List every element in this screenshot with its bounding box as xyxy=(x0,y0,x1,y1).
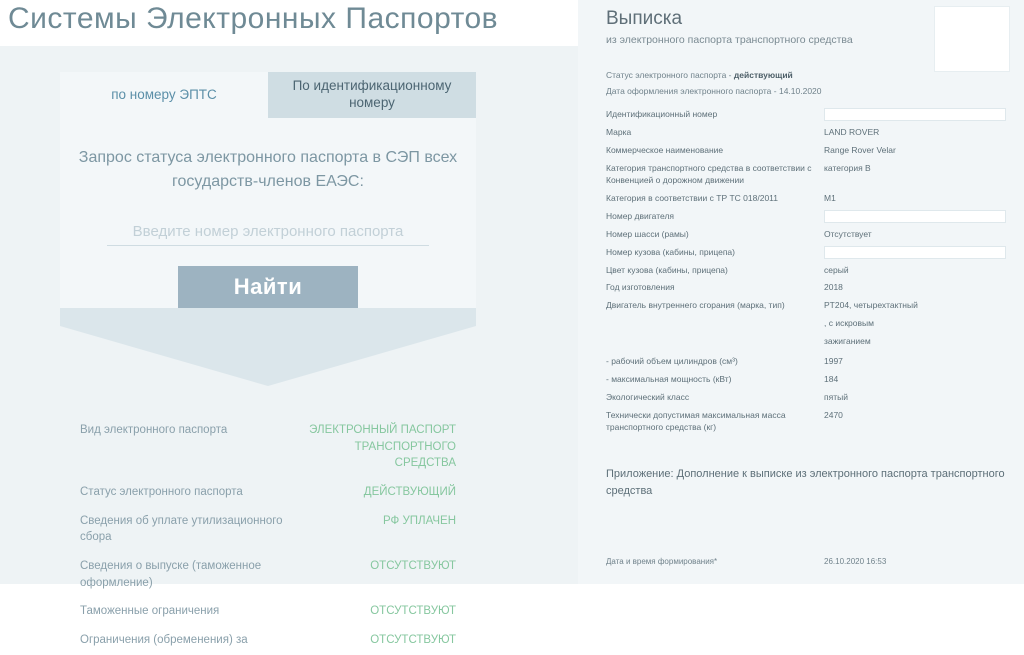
list-item xyxy=(60,478,476,507)
table-row xyxy=(606,228,1006,241)
list-item xyxy=(60,507,476,552)
list-item xyxy=(60,626,476,655)
field-value: M1 xyxy=(824,193,836,203)
field-label: Номер шасси (рамы) xyxy=(606,228,689,239)
result-value: ОТСУТСТВУЮТ xyxy=(370,560,456,573)
document-subtitle: из электронного паспорта транспортного средства xyxy=(606,34,853,46)
field-value: 2470 xyxy=(824,409,843,420)
stamp-placeholder xyxy=(934,6,1010,72)
field-value-blank xyxy=(824,246,1006,259)
field-label: Коммерческое наименование xyxy=(606,144,724,155)
field-value: категория B xyxy=(824,162,871,173)
chevron-decoration xyxy=(60,308,476,388)
field-value: PT204, четырехтактный xyxy=(824,300,918,310)
field-label: Экологический класс xyxy=(606,391,690,402)
result-label: Вид электронного паспорта xyxy=(80,424,228,436)
field-label: Номер кузова (кабины, прицепа) xyxy=(606,246,735,257)
document-meta xyxy=(606,68,822,99)
result-value: ОТСУТСТВУЮТ xyxy=(370,605,456,618)
eps-card xyxy=(0,46,578,647)
meta-status xyxy=(606,68,822,84)
table-row xyxy=(606,162,1006,188)
field-value-blank xyxy=(824,210,1006,223)
field-label: Двигатель внутреннего сгорания (марка, тип) xyxy=(606,300,785,310)
search-form xyxy=(60,118,476,308)
list-item xyxy=(60,416,476,478)
field-value: зажиганием xyxy=(824,335,871,346)
field-value: Отсутствует xyxy=(824,228,872,239)
table-row xyxy=(606,264,1006,277)
table-row xyxy=(606,335,1006,348)
tab-by-identification-number[interactable]: По идентификационному номеру xyxy=(268,72,476,118)
field-label: - рабочий объем цилиндров (см³) xyxy=(606,356,738,367)
result-value: РФ УПЛАЧЕН xyxy=(382,514,456,527)
document-preview-panel xyxy=(578,0,1024,584)
meta-status-label: Статус электронного паспорта - xyxy=(606,70,732,80)
field-value: пятый xyxy=(824,391,848,402)
table-row xyxy=(606,317,1006,330)
field-value-blank xyxy=(824,108,1006,121)
search-input[interactable] xyxy=(107,218,429,246)
result-label: Ограничения (обременения) за xyxy=(80,634,248,647)
meta-date-label: Дата оформления электронного паспорта - xyxy=(606,85,777,96)
form-heading: Запрос статуса электронного паспорта в СЭП всех государств-членов ЕАЭС: xyxy=(78,149,458,190)
table-row xyxy=(606,373,1006,386)
field-value: Range Rover Velar xyxy=(824,144,896,155)
list-item xyxy=(60,552,476,597)
result-value: ОТСУТСТВУЮТ xyxy=(370,634,456,647)
table-row xyxy=(606,281,1006,294)
table-row xyxy=(606,144,1006,157)
result-value: ДЕЙСТВУЮЩИЙ xyxy=(363,486,456,499)
result-label: Сведения о выпуске (таможенное оформление) xyxy=(80,560,262,589)
field-label: Цвет кузова (кабины, прицепа) xyxy=(606,264,728,275)
table-row xyxy=(606,126,1006,139)
field-value: , с искровым xyxy=(824,317,874,328)
field-value: 184 xyxy=(824,374,839,384)
list-item xyxy=(60,597,476,626)
tab-by-epts-number[interactable]: по номеру ЭПТС xyxy=(60,72,268,118)
table-row xyxy=(606,409,1006,435)
table-row xyxy=(606,192,1006,205)
field-label: Технически допустимая максимальная масса транспортного средства (кг) xyxy=(606,409,786,433)
vehicle-fields-table xyxy=(606,108,1006,439)
result-value: ЭЛЕКТРОННЫЙ ПАСПОРТ ТРАНСПОРТНОГО СРЕДСТВА xyxy=(309,424,456,470)
appendix-note: Приложение: Дополнение к выписке из электронного паспорта транспортного средства xyxy=(606,468,1005,497)
table-row xyxy=(606,108,1006,121)
meta-date-value: 14.10.2020 xyxy=(778,85,822,96)
table-row xyxy=(606,391,1006,404)
result-label: Сведения об уплате утилизационного сбора xyxy=(80,514,283,544)
field-value: серый xyxy=(824,264,849,275)
field-label: Категория в соответствии с ТР ТС 018/2011 xyxy=(606,193,779,203)
find-button[interactable]: Найти xyxy=(178,266,358,308)
field-label: Идентификационный номер xyxy=(606,109,718,119)
field-value: LAND ROVER xyxy=(824,127,880,137)
field-label: Марка xyxy=(606,127,632,137)
field-label: Год изготовления xyxy=(606,282,675,293)
result-list xyxy=(60,416,476,655)
field-label: Номер двигателя xyxy=(606,210,675,221)
result-label: Таможенные ограничения xyxy=(80,605,220,618)
table-row xyxy=(606,246,1006,259)
table-row xyxy=(606,210,1006,223)
field-label: - максимальная мощность (кВт) xyxy=(606,374,732,384)
result-label: Статус электронного паспорта xyxy=(80,486,243,499)
footer-value: 26.10.2020 16:53 xyxy=(824,557,887,566)
footer-label: Дата и время формирования* xyxy=(606,557,718,566)
meta-date xyxy=(606,84,822,100)
document-footer xyxy=(606,557,1006,566)
document-title: Выписка xyxy=(606,8,683,29)
field-value: 1997 xyxy=(824,356,843,367)
field-label: Категория транспортного средства в соответствии с Конвенцией о дорожном движении xyxy=(606,162,812,186)
field-value: 2018 xyxy=(824,282,843,293)
meta-status-value: действующий xyxy=(733,70,793,80)
search-tabs xyxy=(60,72,476,118)
page-title: Системы Электронных Паспортов xyxy=(8,2,499,35)
table-row xyxy=(606,355,1006,368)
table-row xyxy=(606,299,1006,312)
